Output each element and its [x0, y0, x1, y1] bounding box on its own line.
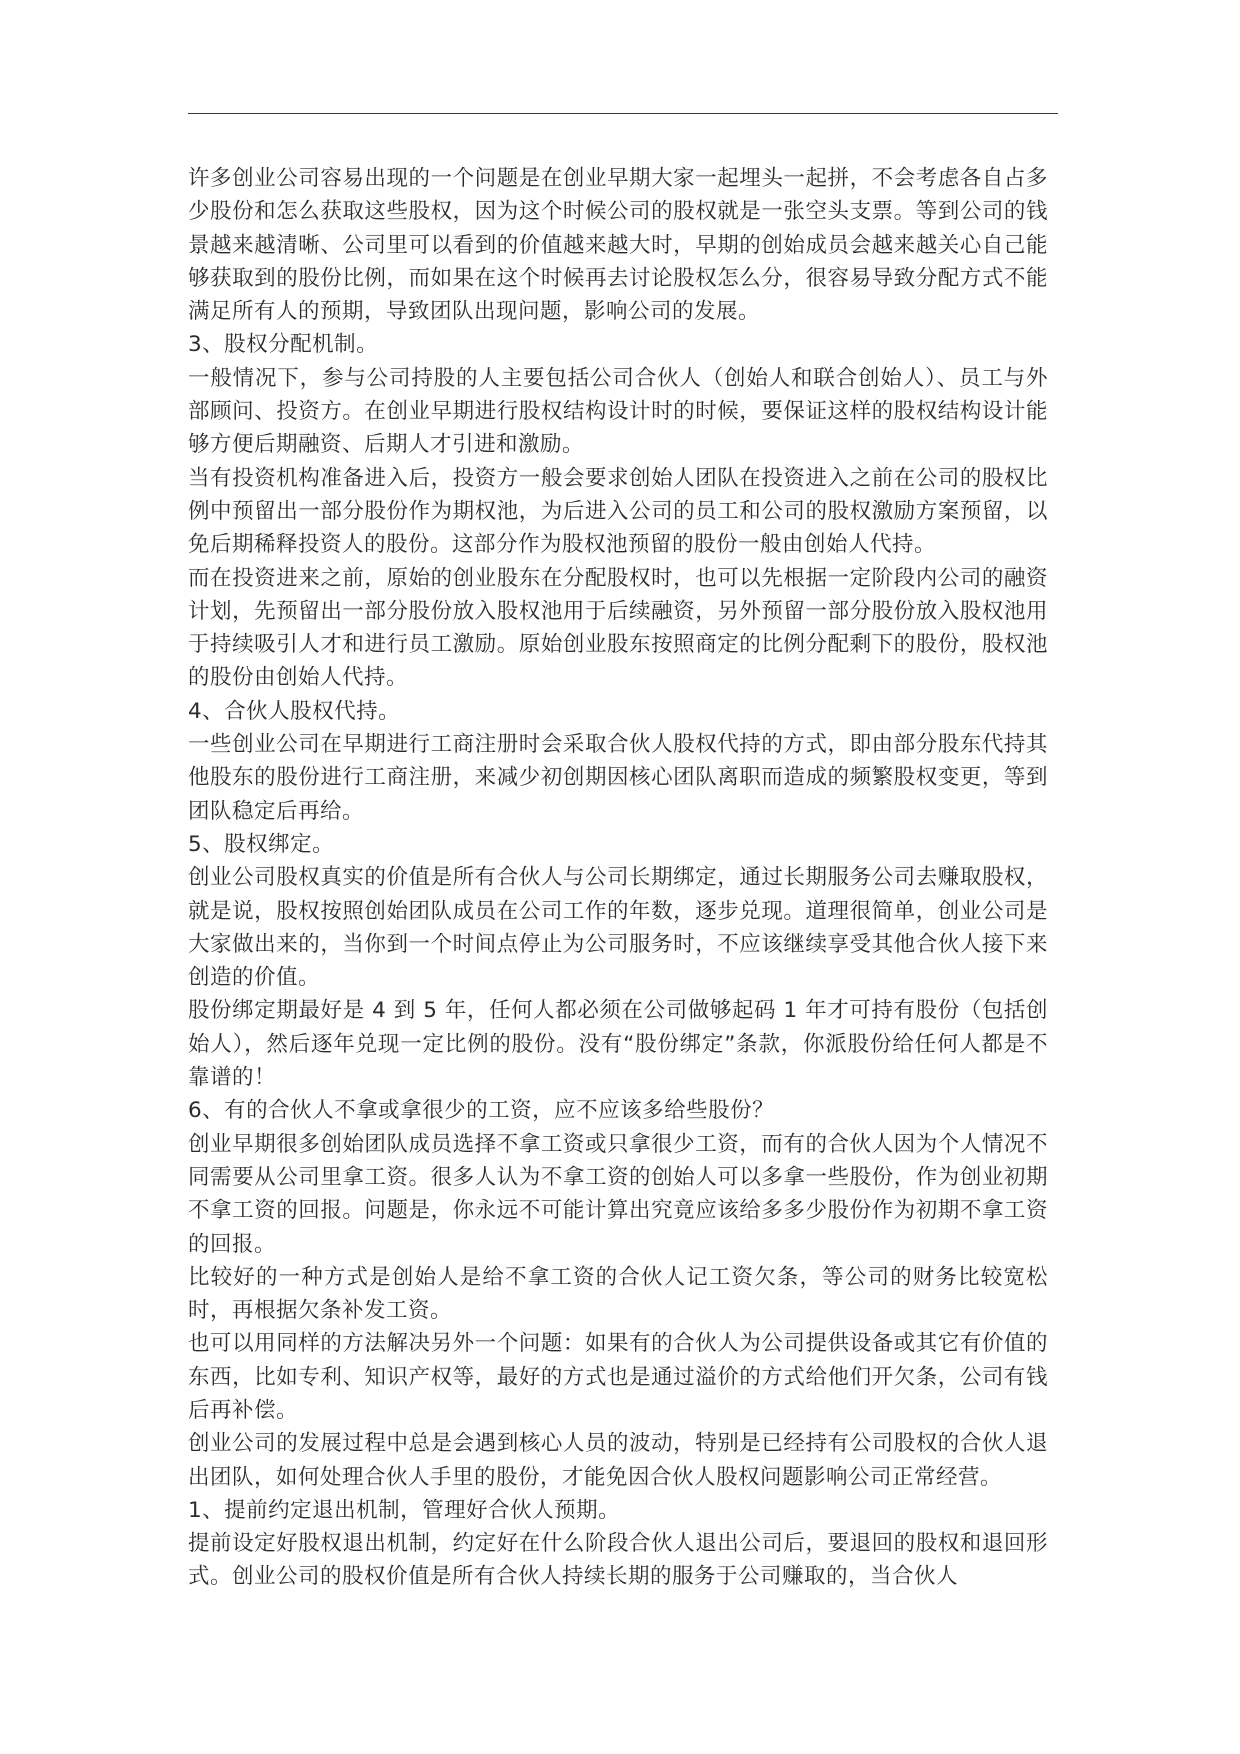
paragraph: 股份绑定期最好是 4 到 5 年，任何人都必须在公司做够起码 1 年才可持有股份（包括创始人），然后逐年兑现一定比例的股份。没有“股份绑定”条款，你派股份给任何人都是不靠谱的！	[188, 998, 1048, 1091]
paragraph: 创业公司股权真实的价值是所有合伙人与公司长期绑定，通过长期服务公司去赚取股权，就是说，股权按照创始团队成员在公司工作的年数，逐步兑现。道理很简单，创业公司是大家做出来的，当你到一个时间点停止为公司服务时，不应该继续享受其他合伙人接下来创造的价值。	[188, 865, 1048, 991]
header-rule	[188, 113, 1058, 114]
section-heading: 3、股权分配机制。	[188, 332, 379, 358]
paragraph: 一般情况下，参与公司持股的人主要包括公司合伙人（创始人和联合创始人）、员工与外部顾问、投资方。在创业早期进行股权结构设计时的时候，要保证这样的股权结构设计能够方便后期融资、后期人才引进和激励。	[188, 365, 1048, 458]
paragraph: 创业早期很多创始团队成员选择不拿工资或只拿很少工资，而有的合伙人因为个人情况不同需要从公司里拿工资。很多人认为不拿工资的创始人可以多拿一些股份，作为创业初期不拿工资的回报。问题是，你永远不可能计算出究竟应该给多多少股份作为初期不拿工资的回报。	[188, 1131, 1048, 1257]
paragraph: 比较好的一种方式是创始人是给不拿工资的合伙人记工资欠条，等公司的财务比较宽松时，再根据欠条补发工资。	[188, 1264, 1048, 1324]
section-heading: 1、提前约定退出机制，管理好合伙人预期。	[188, 1497, 621, 1523]
paragraph: 也可以用同样的方法解决另外一个问题：如果有的合伙人为公司提供设备或其它有价值的东西，比如专利、知识产权等，最好的方式也是通过溢价的方式给他们开欠条，公司有钱后再补偿。	[188, 1331, 1048, 1423]
paragraph: 当有投资机构准备进入后，投资方一般会要求创始人团队在投资进入之前在公司的股权比例中预留出一部分股份作为期权池，为后进入公司的员工和公司的股权激励方案预留，以免后期稀释投资人的股份。这部分作为股权池预留的股份一般由创始人代持。	[188, 465, 1048, 558]
paragraph: 一些创业公司在早期进行工商注册时会采取合伙人股权代持的方式，即由部分股东代持其他股东的股份进行工商注册，来减少初创期因核心团队离职而造成的频繁股权变更，等到团队稳定后再给。	[188, 732, 1048, 824]
paragraph: 许多创业公司容易出现的一个问题是在创业早期大家一起埋头一起拼，不会考虑各自占多少股份和怎么获取这些股权，因为这个时候公司的股权就是一张空头支票。等到公司的钱景越来越清晰、公司里可以看到的价值越来越大时，早期的创始成员会越来越关心自己能够获取到的股份比例，而如果在这个时候再去讨论股权怎么分，很容易导致分配方式不能满足所有人的预期，导致团队出现问题，影响公司的发展。	[188, 166, 1048, 325]
paragraph: 提前设定好股权退出机制，约定好在什么阶段合伙人退出公司后，要退回的股权和退回形式。创业公司的股权价值是所有合伙人持续长期的服务于公司赚取的，当合伙人	[188, 1531, 1048, 1590]
section-heading: 5、股权绑定。	[188, 831, 335, 857]
section-heading: 4、合伙人股权代持。	[188, 698, 401, 724]
paragraph: 而在投资进来之前，原始的创业股东在分配股权时，也可以先根据一定阶段内公司的融资计划，先预留出一部分股份放入股权池用于后续融资，另外预留一部分股份放入股权池用于持续吸引人才和进行员工激励。原始创业股东按照商定的比例分配剩下的股份，股权池的股份由创始人代持。	[188, 565, 1048, 691]
paragraph: 创业公司的发展过程中总是会遇到核心人员的波动，特别是已经持有公司股权的合伙人退出团队，如何处理合伙人手里的股份，才能免因合伙人股权问题影响公司正常经营。	[188, 1431, 1048, 1490]
section-heading: 6、有的合伙人不拿或拿很少的工资，应不应该多给些股份？	[188, 1098, 775, 1124]
document-body	[188, 162, 1048, 1594]
